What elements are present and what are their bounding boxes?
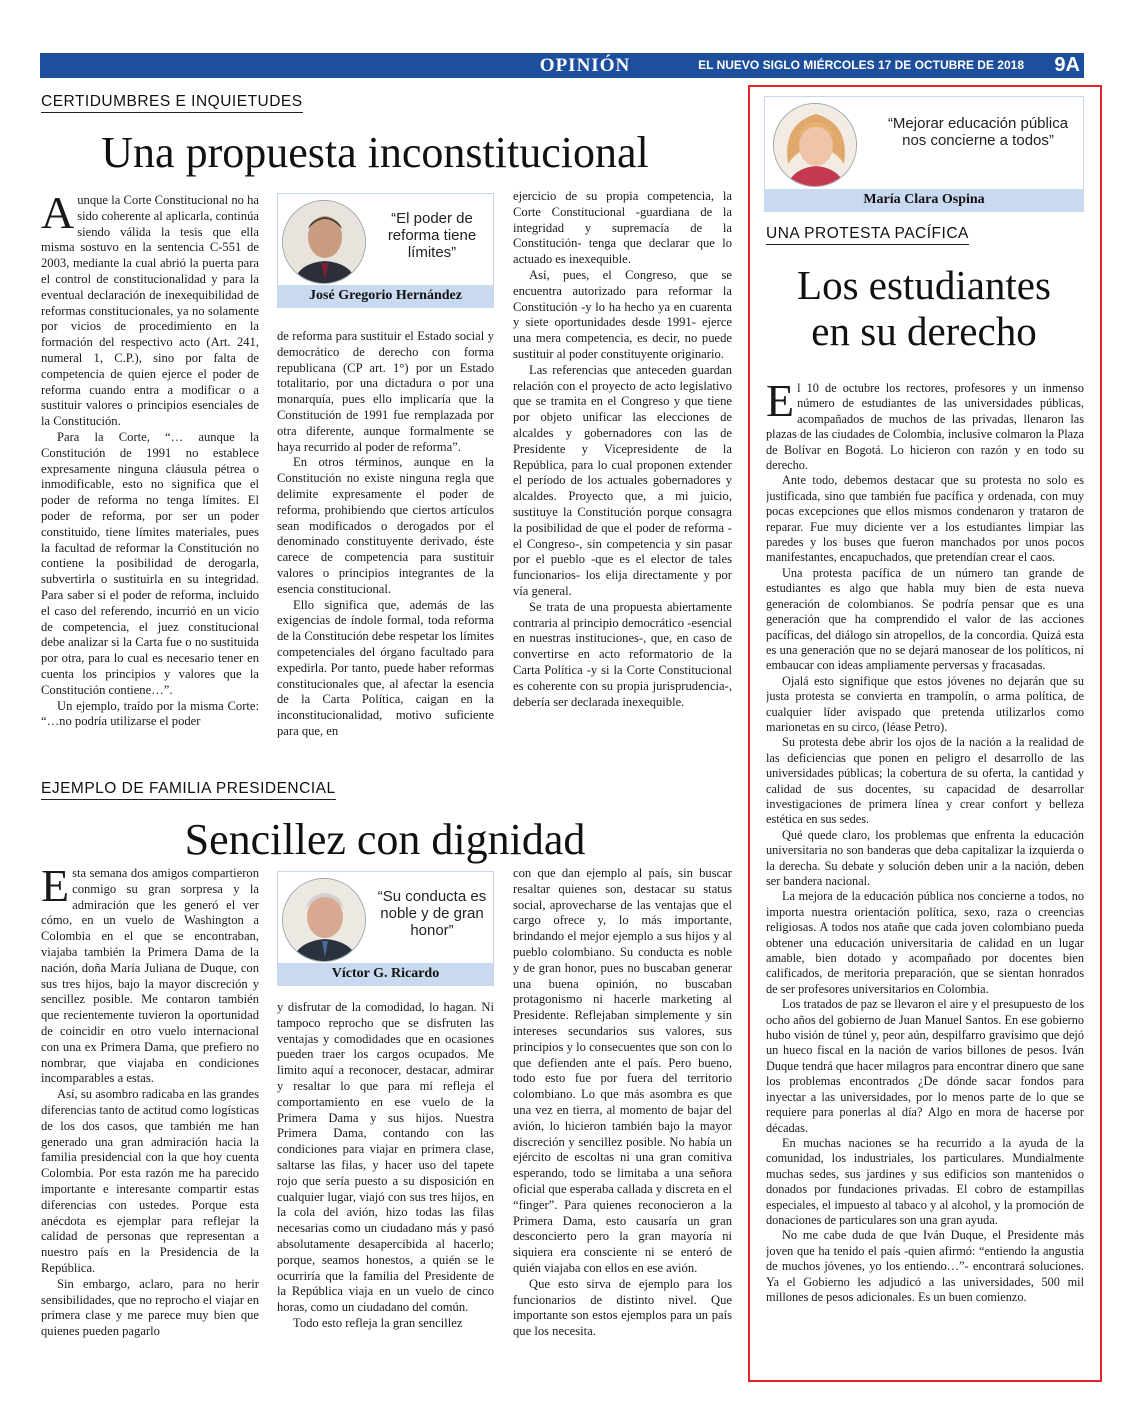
article3-paragraph: Los tratados de paz se llevaron el aire y el presupuesto de los ocho años del gobierno de Juan Manuel Santos. En ese gobierno hubo visión de túnel y, peor aún, despilfarro gravísimo que dejó un hueco fiscal en la nación de varios billones de pesos. Iván Duque tendrá que hacer milagros para encontrar dinero que sane los problemas encontrados ¿De dónde sacar fondos para inyectar a las universidades, por lo menos parte de lo que se requiere para ponerlas al día? Algo en mora de hacerse por décadas.	[766, 997, 1084, 1135]
section-header-bar	[40, 53, 1084, 78]
article3-headline-line1: Los estudiantes	[797, 262, 1051, 308]
article2-paragraph: Que esto sirva de ejemplo para los funcionarios de distinto nivel. Que importante son estos ejemplos para un país que los necesita.	[513, 1276, 732, 1339]
article3-paragraph: En muchas naciones se ha recurrido a la ayuda de la comunidad, los industriales, los particulares. Mundialmente muchas sedes, sus jardines y sus edificios son mantenidos o donados por fundaciones privadas. El cobro de estampillas especiales, el impuesto al tabaco y al alcohol, y la promoción de donaciones de particulares son una gran ayuda.	[766, 1135, 1084, 1227]
article2-author-name: Víctor G. Ricardo	[278, 963, 493, 985]
drop-cap: E	[41, 866, 70, 911]
article3-author-box	[764, 96, 1084, 212]
article1-paragraph: Las referencias que anteceden guardan relación con el proyecto de acto legislativo que se tramita en el Congreso y que tiene por objeto unificar las elecciones de alcaldes y gobernadores con las de Presidente y Vicepresidente de la República, para lo cual proponen extender el período de los actuales gobernadores y alcaldes. Proyecto que, a mi juicio, sustituye la Constitución porque consagra la posibilidad de que el poder de reforma -el Congreso-, sin competencia y sin pasar por el pueblo -que es el elector de tales funcionarios- los elija directamente y por vía general.	[513, 362, 732, 598]
article3-column	[766, 381, 1084, 1371]
drop-cap: E	[766, 381, 795, 426]
article2-column-2	[277, 1000, 494, 1366]
article2-headline: Sencillez con dignidad	[184, 815, 586, 864]
article3-paragraph: Su protesta debe abrir los ojos de la nación a la realidad de las deficiencias que ponen en peligro el desarrollo de las universidades públicas; la cobertura de su oferta, la cantidad y calidad de sus docentes, su capacidad de desarrollar investigaciones de primera línea y crear confort y belleza estética en sus sedes.	[766, 735, 1084, 827]
article3-headline	[764, 262, 1084, 354]
article2-column-3	[513, 866, 732, 1366]
article2-paragraph: Esta semana dos amigos compartieron conmigo su gran sorpresa y la admiración que les generó el ver cómo, en un vuelo de Washington a Colombia en el que se encontraban, viajaba también la Primera Dama de la nación, doña María Juliana de Duque, con sus tres hijos, bajo la mayor discreción y sencillez posible. Me contaron también que recientemente tuvieron la oportunidad de coincidir en otro vuelo internacional con una ex Primera Dama, que prefiero no nombrar, que viajaba en condiciones incomparables a estas.	[41, 866, 259, 1086]
drop-cap: A	[41, 193, 75, 238]
article3-author-name: María Clara Ospina	[765, 189, 1083, 211]
article1-paragraph: Para la Corte, “… aunque la Constitución de 1991 no establece expresamente ninguna cláusula pétrea o inmodificable, esto no significa que el poder de reforma no tenga límites. El poder de reforma, por ser un poder constituido, tiene límites materiales, pues la facultad de reformar la Constitución no contiene la posibilidad de derogarla, subvertirla o sustituirla en su integridad. Para saber si el poder de reforma, incluido el caso del referendo, incurrió en un vicio de competencia, el juez constitucional debe analizar si la Carta fue o no sustituida por otra, para lo cual es necesario tener en cuenta los principios y valores que la Constitución contiene…”.	[41, 429, 259, 697]
article1-author-box	[277, 193, 494, 308]
article3-paragraph: Qué quede claro, los problemas que enfrenta la educación universitaria no son banderas que deba capitalizar la izquierda o la derecha. Su debate y solución deben unir a la nación, deben ser bandera nacional.	[766, 827, 1084, 888]
article2-paragraph: Así, su asombro radicaba en las grandes diferencias tanto de actitud como logísticas de los dos casos, que también me han generado una gran admiración hacia la familia presidencial con la que hoy cuenta Colombia. Por esta razón me ha parecido importante e interesante compartir estas diferencias con ustedes. Porque esta anécdota es ejemplar para reflejar la calidad de personas que representan a nuestro país en la Presidencia de la República.	[41, 1087, 259, 1275]
article3-paragraph: Ante todo, debemos destacar que su protesta no solo es justificada, sino que también fue pacífica y ordenada, con muy pocas excepciones que ellos mismos condenaron y trataron de reparar. Fue muy diciente ver a los estudiantes limpiar las paredes y los buses que fueron manchados por unos pocos manifestantes, encapuchados, que pretendían crear el caos.	[766, 473, 1084, 565]
article2-paragraph: Sin embargo, aclaro, para no herir sensibilidades, que no reprocho el viajar en primera clase y me parece muy bien que quienes pueden pagarlo	[41, 1276, 259, 1339]
article1-paragraph: En otros términos, aunque en la Constitución no existe ninguna regla que delimite expresamente el poder de reforma, prohibiendo que ciertos artículos sean modificados o derogados por el denominado constituyente derivado, éste carece de competencia para sustituir valores o principios integrantes de la esencia constitucional.	[277, 455, 494, 596]
article1-column-3	[513, 189, 732, 753]
article2-pull-quote: “Su conducta es noble y de gran honor”	[377, 888, 487, 939]
article1-paragraph: Ello significa que, además de las exigencias de índole formal, toda reforma de la Constitución debe respetar los límites competenciales del órgano facultado para expedirla. Por tanto, puede haber reformas constitucionales que, al afectar la esencia de la Carta Política, caigan en la inconstitucionalidad, motivo suficiente para que, en	[277, 597, 494, 738]
article1-kicker: CERTIDUMBRES E INQUIETUDES	[41, 93, 303, 113]
article1-column-2	[277, 329, 494, 753]
article3-paragraph: Ojalá esto signifique que estos jóvenes no dejarán que su justa protesta se convierta en trampolín, o arma política, de cualquier líder avispado que pretenda utilizarlos como marionetas en su circo, (léase Petro).	[766, 673, 1084, 734]
article2-paragraph: con que dan ejemplo al país, sin buscar resaltar quienes son, destacar su status social, aprovecharse de las ventajas que el cargo ofrece y, lo más importante, brindando el mejor ejemplo a sus hijos y al pueblo colombiano. Su conducta es noble y de gran honor, pues no buscaban generar una buena opinión, no buscaban protagonismo ni hacerle marketing al Presidente. Reflejaban simplemente y sin intereses secundarios sus valores, sus principios y lo consecuentes que son con lo que defienden ante el país. Pero bueno, todo esto fue por fuera del territorio colombiano. Lo que más asombra es que una vez en tierra, al momento de bajar del avión, lo hicieron también bajo la mayor discreción y sencillez posible. No había un ejército de escoltas ni una gran comitiva esperando, todo se limitaba a una señora oficial que esperaba callada y discreta en el “finger”. Para quienes reconocieron a la Primera Dama, esto causaría un gran desconcierto pero la gran mayoría ni siquiera era consciente ni se enteró de quién viajaba con ellos en ese avión.	[513, 866, 732, 1275]
article1-headline: Una propuesta inconstitucional	[101, 128, 649, 177]
author-photo	[773, 103, 857, 187]
article1-paragraph: Aunque la Corte Constitucional no ha sido coherente al aplicarla, continúa siendo válida la tesis que ella misma sostuvo en la sentencia C-551 de 2003, mediante la cual abrió la puerta para el control de constitucionalidad y para la eventual declaración de inexequibilidad de reformas constitucionales, ya no solamente por vicios de procedimiento en la formación del respectivo acto (Art. 241, numeral 1, C.P.), sino por falta de competencia de quien ejerce el poder de reforma cuando entra a modificar o a sustituir valores o principios esenciales de la Constitución.	[41, 193, 259, 429]
author-photo	[282, 878, 366, 962]
article2-author-box	[277, 871, 494, 986]
author-photo	[282, 200, 366, 284]
article1-column-1	[41, 193, 259, 753]
article2-kicker: EJEMPLO DE FAMILIA PRESIDENCIAL	[41, 780, 336, 800]
dateline: EL NUEVO SIGLO MIÉRCOLES 17 DE OCTUBRE DE 2018	[698, 58, 1024, 72]
article2-paragraph: y disfrutar de la comodidad, lo hagan. Ni tampoco reprocho que se disfruten las ventajas y comodidades que en ocasiones pueden traer los cargos ocupados. Me limito aquí a reconocer, destacar, admirar y resaltar lo que para mí refleja el comportamiento en ese vuelo de la Primera Dama y sus hijos. Nuestra Primera Dama, contando con las condiciones para viajar en primera clase, saltarse las filas, y hacer uso del tapete rojo que sería puesto a su disposición en cualquier lugar, viajó con sus tres hijos, en la cola del avión, hizo todas las filas necesarias como un ciudadano más y pasó absolutamente desapercibida al hacerlo; porque, seamos honestos, a quién se le ocurriría que la familia del Presidente de la República viaja en un vuelo de cinco horas, como un ciudadano del común.	[277, 1000, 494, 1315]
article3-paragraph: Una protesta pacífica de un número tan grande de estudiantes es algo que habla muy bien de esta nueva generación de colombianos. Se podría pensar que es una generación que ha comprendido el valor de las acciones pacíficas, del diálogo sin atropellos, de la concordia. Quizá esta es una generación que no se dejará manosear de los políticos, ni embaucar con ideas ampliamente perversas y fracasadas.	[766, 565, 1084, 673]
article3-pull-quote: “Mejorar educación pública nos concierne a todos”	[887, 115, 1069, 149]
article2-paragraph: Todo esto refleja la gran sencillez	[293, 1315, 463, 1330]
section-title: OPINIÓN	[539, 55, 631, 76]
author-portrait-icon	[283, 879, 366, 962]
article1-paragraph: Se trata de una propuesta abiertamente contraria al principio democrático -esencial en nuestras instituciones-, que, en caso de convertirse en acto reformatorio de la Carta Política -y si la Corte Constitucional es coherente con su propia jurisprudencia-, debería ser declarada inexequible.	[513, 599, 732, 709]
article3-paragraph: La mejora de la educación pública nos concierne a todos, no importa nuestra orientación política, sexo, raza o creencias religiosas. A todos nos atañe que cada joven colombiano pueda obtener una educación universitaria de calidad en un lugar amable, bien dotado y acompañado por docentes bien calificados, de meritoria preparación, que se sientan honrados de ser profesores universitarios en Colombia.	[766, 889, 1084, 996]
article1-paragraph: de reforma para sustituir el Estado social y democrático de derecho con forma republicana (CP art. 1°) por un Estado totalitario, por una dictadura o por una monarquía, pues ello implicaría que la Constitución de 1991 fue remplazada por otra diferente, aunque formalmente se haya recurrido al poder de reforma”.	[277, 329, 494, 454]
article1-paragraph: Así, pues, el Congreso, que se encuentra autorizado para reformar la Constitución -y lo ha hecho ya en cuarenta y siete oportunidades desde 1991- ejerce una mera competencia, es decir, no puede sustituir al poder constituyente originario.	[513, 267, 732, 361]
author-portrait-icon	[283, 201, 366, 284]
article3-paragraph: No me cabe duda de que Iván Duque, el Presidente más joven que ha tenido el país -quien afirmó: “entiendo la angustia de muchos jóvenes, yo los entiendo…”- encontrará soluciones. Ya el Gobierno les adjudicó a las universidades, 500 mil millones de pesos adicionales. Es un buen comienzo.	[766, 1228, 1084, 1304]
article1-paragraph: Un ejemplo, traído por la misma Corte: “…no podría utilizarse el poder	[41, 698, 259, 729]
article2-column-1	[41, 866, 259, 1366]
article1-author-name: José Gregorio Hernández	[278, 285, 493, 307]
article3-headline-line2: en su derecho	[811, 308, 1037, 354]
article1-paragraph: ejercicio de su propia competencia, la Corte Constitucional -guardiana de la integridad y supremacía de la Constitución- tenga que declarar que lo actuado es inexequible.	[513, 189, 732, 267]
article3-kicker: UNA PROTESTA PACÍFICA	[766, 225, 969, 245]
page-number: 9A	[1054, 54, 1080, 76]
article3-paragraph: El 10 de octubre los rectores, profesores y un inmenso número de estudiantes de las universidades públicas, acompañados de muchos de las privadas, llenaron las plazas de las ciudades de Colombia, inclusive colmaron la Plaza de Bolívar en Bogotá. Lo hicieron con razón y en todo su derecho.	[766, 381, 1084, 473]
article1-pull-quote: “El poder de reforma tiene límites”	[387, 210, 477, 261]
author-portrait-icon	[774, 104, 857, 187]
